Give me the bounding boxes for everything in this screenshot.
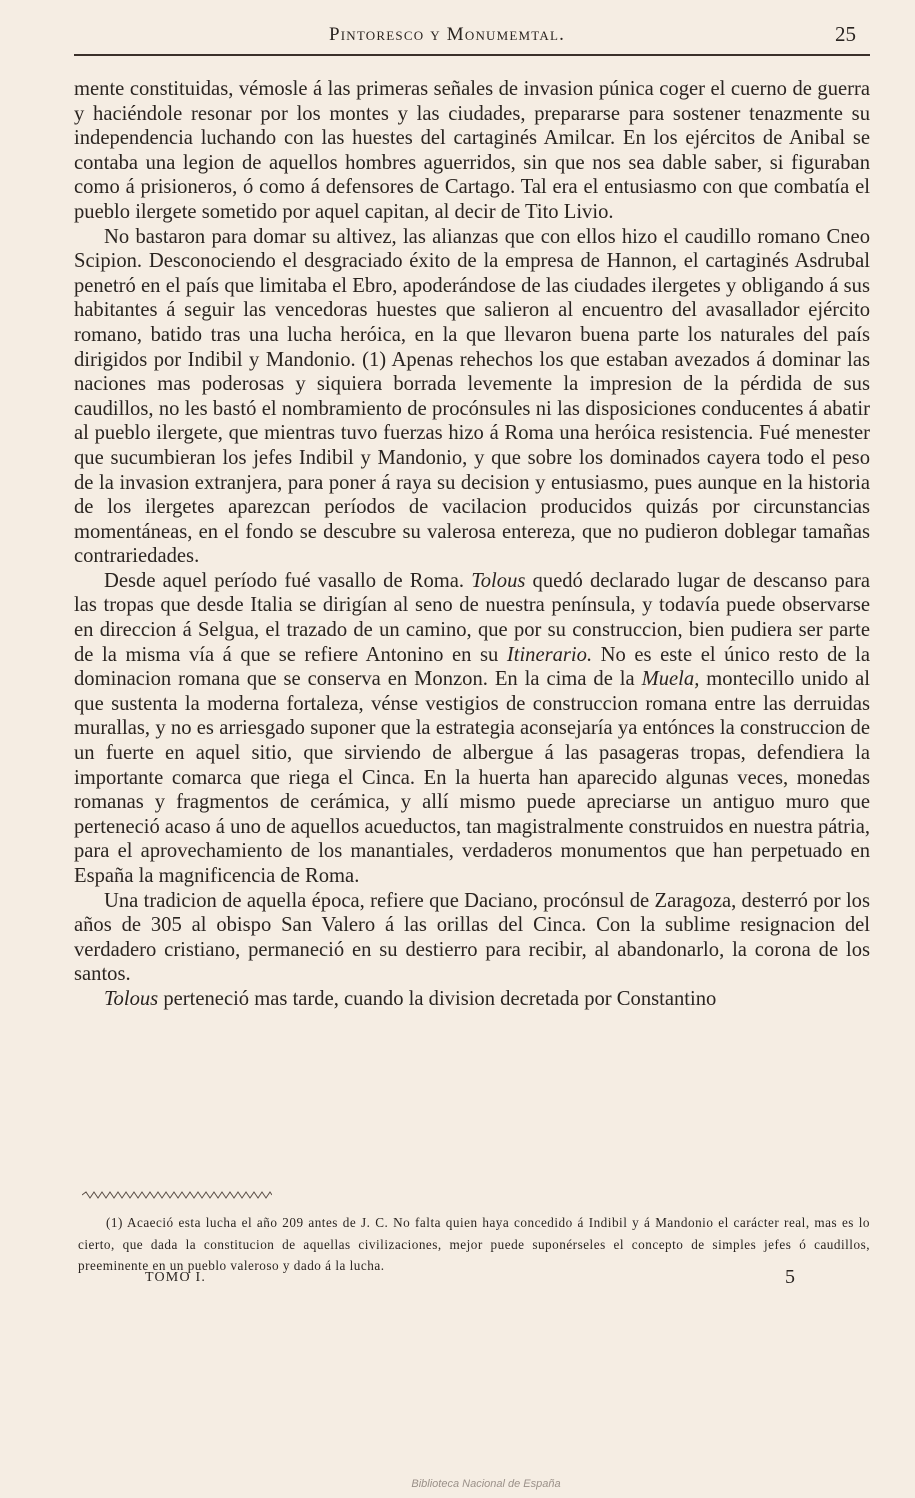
- page-number: 25: [835, 22, 856, 46]
- place-name-tolous: Tolous: [471, 569, 526, 592]
- signature-number: 5: [785, 1266, 795, 1288]
- paragraph-5-text: perteneció mas tarde, cuando la division decretada por Constantino: [158, 987, 717, 1010]
- paragraph-5: [74, 987, 870, 1012]
- library-watermark: Biblioteca Nacional de España: [411, 1478, 561, 1490]
- paragraph-3: [74, 569, 870, 889]
- paragraph-3-text: No es este el único resto de la dominacion romana que se conserva en Monzon. En la cima de la: [74, 643, 870, 691]
- paragraph-1: mente constituidas, vémosle á las primeras señales de invasion púnica coger el cuerno de guerra y haciéndole resonar por los montes y las ciudades, prepararse para sostener tenazmente su independencia luchando con las huestes del cartaginés Amilcar. En los ejércitos de Anibal se contaba una legion de aquellos hombres aguerridos, sin que nos sea dable saber, si figuraban como á prisioneros, ó como á defensores de Cartago. Tal era el entusiasmo con que combatía el pueblo ilergete sometido por aquel capitan, al decir de Tito Livio.: [74, 78, 870, 223]
- paragraph-3-text: montecillo unido al que sustenta la moderna fortaleza, vénse vestigios de construccion romana entre las derruidas murallas, y no es arriesgado suponer que la estrategia aconsejaría ya entónces la construccion de un fuerte en aquel sitio, que sirviendo de albergue á las pasageras tropas, defendiera la importante comarca que riega el Cinca. En la huerta han aparecido algunas veces, monedas romanas y fragmentos de cerámica, y allí mismo puede apreciarse un antiguo muro que perteneció acaso á uno de aquellos acueductos, tan magistralmente construidos en nuestra pátria, para el aprovechamiento de los manantiales, verdaderos monumentos que han perpetuado en España la magnificencia de Roma.: [74, 668, 870, 887]
- place-name-tolous: Tolous: [104, 987, 159, 1010]
- paragraph-3-text: Desde aquel período fué vasallo de Roma.: [104, 569, 472, 592]
- running-head: Pintoresco y Monumemtal.: [329, 24, 566, 45]
- footnote-text: (1) Acaeció esta lucha el año 209 antes de J. C. No falta quien haya concedido á Indibil y á Mandonio el carácter real, mas es lo cierto, que dada la constitucion de aquellas civilizaciones, mejor puede suponérseles el concepto de simples jefes ó caudillos, preeminente en un pueblo valeroso y dado á la lucha.: [78, 1215, 870, 1273]
- place-name-muela: Muela,: [641, 668, 700, 691]
- tome-label: TOMO I.: [145, 1270, 207, 1285]
- footnote: [78, 1212, 870, 1277]
- paragraph-4: Una tradicion de aquella época, refiere que Daciano, procónsul de Zaragoza, desterró por los años de 305 al obispo San Valero á las orillas del Cinca. Con la sublime resignacion del verdadero cristiano, permaneció en su destierro para recibir, al abandonarlo, la corona de los santos.: [74, 889, 870, 986]
- signature-row: [145, 1266, 795, 1294]
- footnote-separator-ornament: [82, 1190, 272, 1200]
- page-header: [74, 22, 870, 56]
- body-text: [74, 77, 870, 1012]
- paragraph-3-text: quedó declarado lugar de descanso para las tropas que desde Italia se dirigían al seno de nuestra península, y todavía puede observarse en direccion á Selgua, el trazado de un camino, que por su construccion, bien pudiera ser parte de la misma vía á que se refiere Antonino en su: [74, 569, 870, 666]
- work-title-itinerario: Itinerario.: [506, 643, 593, 666]
- paragraph-2: No bastaron para domar su altivez, las alianzas que con ellos hizo el caudillo romano Cneo Scipion. Desconociendo el desgraciado éxito de la empresa de Hannon, el cartaginés Asdrubal penetró en el país que limitaba el Ebro, apoderándose de las ciudades ilergetes y obligando á sus habitantes á seguir las vencedoras huestes que salieron al encuentro del avasallador ejército romano, batido tras una lucha heróica, en la que llevaron buena parte los naturales del país dirigidos por Indibil y Mandonio. (1) Apenas rehechos los que estaban avezados á dominar las naciones mas poderosas y siquiera borrada levemente la impresion de la pérdida de sus caudillos, no les bastó el nombramiento de procónsules ni las disposiciones conducentes á abatir al pueblo ilergete, que mientras tuvo fuerzas hizo á Roma una heróica resistencia. Fué menester que sucumbieran los jefes Indibil y Mandonio, y que sobre los dominados cayera todo el peso de la invasion extranjera, para poner á raya su decision y entusiasmo, pues aunque en la historia de los ilergetes aparezcan períodos de vacilacion producidos quizás por circunstancias momentáneas, en el fondo se descubre su valerosa entereza, que no pudieron doblegar tamañas contrariedades.: [74, 225, 870, 568]
